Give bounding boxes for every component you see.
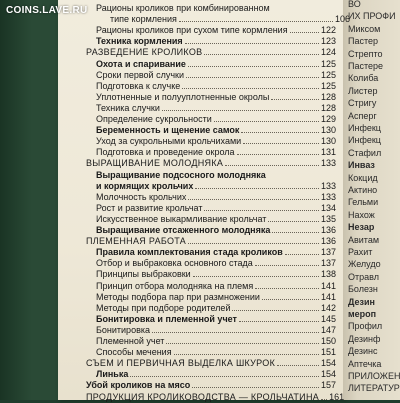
toc-page-number: 138 [320,269,336,280]
toc-dot-leader [232,302,319,311]
toc-page-number: 142 [320,302,336,313]
toc-entry-title: Беременность и щенение самок [96,125,240,136]
toc-entry-title: Подготовка к случке [96,80,181,91]
toc-entry-fragment: Гельми [348,197,379,208]
toc-entry-title: Определение сукрольности [96,114,212,124]
toc-entry-title: Убой кроликов на мясо [86,380,191,391]
toc-dot-leader [185,35,319,44]
toc-entry-title: и кормящих крольчих [96,180,194,191]
toc-dot-leader [162,102,319,111]
toc-entry-fragment: Рахит [348,247,373,257]
toc-page-number: 157 [320,380,336,391]
toc-page-number: 150 [320,336,336,346]
toc-dot-leader [277,357,319,366]
toc-dot-leader [188,58,319,67]
toc-page-number: 133 [320,191,336,202]
toc-entry-title: Техника случки [96,102,160,113]
toc-dot-leader [204,46,318,55]
toc-entry-title: ПЛЕМЕННАЯ РАБОТА [86,236,187,247]
toc-dot-leader [268,213,319,222]
toc-page-number: 125 [320,69,336,80]
toc-page-number: 135 [320,213,336,224]
toc-dot-leader [255,257,319,266]
toc-entry-title: Уплотненные и полууплотненные окролы [96,91,270,102]
toc-entry-fragment: Пастер [348,36,379,47]
toc-page-number: 128 [320,91,336,102]
toc-entry-fragment: Актино [348,185,378,195]
toc-page-number: 123 [320,36,336,47]
toc-entry-fragment: Профил [348,321,383,332]
toc-entry-fragment: Инваз [348,160,375,171]
toc-entry-title: Рационы кроликов при сухом типе кормления [96,25,288,36]
toc-entry-title: Бонитировка [96,324,150,335]
toc-entry-title: Отбор и выбраковка основного стада [96,258,253,269]
toc-page-number: 131 [320,147,336,158]
toc-entry-fragment: Асперг [348,110,377,121]
toc-page-number: 154 [320,369,336,380]
toc-entry-fragment: Стригу [348,98,377,109]
toc-dot-leader [152,324,319,333]
toc-page-number: 161 [329,391,345,402]
toc-entry-fragment: Листер [348,85,378,96]
toc-entry-fragment: Авитам [348,234,380,245]
toc-dot-leader [214,113,319,122]
toc-page-number: 134 [320,202,336,213]
toc-page-number: 125 [320,80,336,91]
toc-dot-leader [130,368,319,377]
toc-page-number: 137 [320,247,336,258]
toc-dot-leader [195,180,319,189]
toc-entry-fragment: Инфекц [348,135,381,146]
toc-entry-fragment: Желудо [348,259,381,270]
toc-dot-leader [255,280,319,289]
watermark: COINS.LAVE.RU [6,5,88,16]
toc-entry-title: Сроки первой случки [96,69,184,80]
toc-entry-title: Племенной учет [96,336,165,346]
toc-page-number: 151 [320,347,336,358]
toc-entry-title: Принципы выбраковки [96,269,191,280]
toc-dot-leader [271,91,319,100]
toc-entry-title: Охота и спаривание [96,58,186,69]
toc-page-number: 106 [334,14,350,25]
toc-dot-leader [179,13,333,22]
toc-page-number: 136 [320,236,336,247]
toc-entry-fragment: Отравл [348,271,379,282]
toc-entry-fragment: ИХ ПРОФИ [348,11,396,22]
toc-page-number: 133 [320,158,336,169]
toc-entry-title: Методы при подборе родителей [96,302,231,313]
toc-dot-leader [188,235,319,244]
toc-dot-leader [186,69,319,78]
toc-page-number: 130 [320,136,336,147]
toc-dot-leader [182,80,319,89]
toc-dot-leader [188,191,319,200]
toc-entry-fragment: Пастере [348,61,384,71]
toc-entry-title: Искусственное выкармливание крольчат [96,213,267,224]
toc-entry-title: Рост и развитие крольчат [96,202,203,213]
toc-entry-title: Способы мечения [96,347,172,358]
toc-page-number: 129 [320,114,336,124]
toc-entry-fragment: Стрепто [348,48,383,59]
toc-dot-leader [225,157,319,166]
toc-entry [86,391,345,403]
toc-entry-title: Методы подбора пар при размножении [96,291,260,302]
toc-page-number: 124 [320,47,336,58]
toc-page-number: 133 [320,180,336,191]
toc-page-number: 137 [320,258,336,269]
toc-page-number: 130 [320,125,336,136]
table-of-contents [86,0,350,402]
toc-dot-leader [272,224,319,233]
toc-page-number: 125 [320,58,336,69]
toc-entry-title: Техника кормления [96,36,183,47]
toc-entry-fragment: Колиба [348,73,379,84]
toc-entry-fragment: Дезин [348,296,375,307]
toc-entry-title: Выращивание отсаженного молодняка [96,225,271,235]
toc-entry-title: Линька [96,369,129,380]
toc-entry-fragment: Кокцид [348,172,378,183]
toc-entry-title: Выращивание подсосного молодняка [96,169,266,180]
toc-entry-fragment: Незар [348,222,375,233]
toc-entry-fragment: Стафил [348,147,382,158]
toc-dot-leader [285,246,319,255]
toc-dot-leader [193,268,319,277]
toc-page-number: 147 [320,324,336,335]
toc-entry-fragment: ПРИЛОЖЕН [348,371,400,381]
toc-entry-fragment: Дезинф [348,333,381,344]
toc-dot-leader [237,146,319,155]
toc-entry-title: Бонитировка и племенной учет [96,313,237,324]
toc-dot-leader [166,335,319,344]
toc-page-number: 145 [320,313,336,324]
toc-entry-fragment: Аптечка [348,358,382,369]
toc-entry-title: Правила комплектования стада кроликов [96,247,283,258]
toc-dot-leader [262,291,319,300]
toc-entry-title: ВЫРАЩИВАНИЕ МОЛОДНЯКА [86,158,224,169]
toc-page-number: 128 [320,102,336,113]
toc-page-number: 136 [320,225,336,235]
toc-entry-fragment: Нахож [348,209,375,220]
toc-entry-title: Молочность крольчих [96,191,187,202]
toc-entry-title: типе кормления [110,14,177,25]
toc-entry-title: СЪЕМ И ПЕРВИЧНАЯ ВЫДЕЛКА ШКУРОК [86,358,276,369]
toc-entry-fragment: Дезинс [348,346,378,357]
toc-entry-fragment: ВО [348,0,361,9]
toc-dot-leader [321,391,327,400]
toc-entry-title: Принцип отбора молодняка на племя [96,280,254,291]
toc-dot-leader [204,202,318,211]
toc-dot-leader [290,24,319,33]
toc-entry-title: Рационы кроликов при комбинированном [96,3,270,13]
toc-dot-leader [241,124,319,133]
toc-page-number: 122 [320,25,336,36]
toc-entry-fragment: ЛИТЕРАТУР [348,383,400,394]
toc-entry-fragment: Миксом [348,23,381,34]
toc-entry-title: ПРОДУКЦИЯ КРОЛИКОВОДСТВА — КРОЛЬЧАТИНА [86,391,320,402]
toc-entry-fragment: Болезн [348,284,378,295]
toc-dot-leader [192,379,319,388]
toc-entry-title: РАЗВЕДЕНИЕ КРОЛИКОВ [86,47,203,58]
toc-page-number: 141 [320,291,336,302]
toc-page-number: 154 [320,358,336,369]
toc-dot-leader [174,346,319,355]
toc-entry-fragment: Инфекц [348,123,381,133]
toc-entry-title: Подготовка и проведение окрола [96,147,235,158]
toc-entry-fragment: мероп [348,309,377,319]
toc-dot-leader [243,135,319,144]
toc-entry-title: Уход за сукрольными крольчихами [96,136,242,147]
toc-page-number: 141 [320,280,336,291]
toc-dot-leader [239,313,319,322]
